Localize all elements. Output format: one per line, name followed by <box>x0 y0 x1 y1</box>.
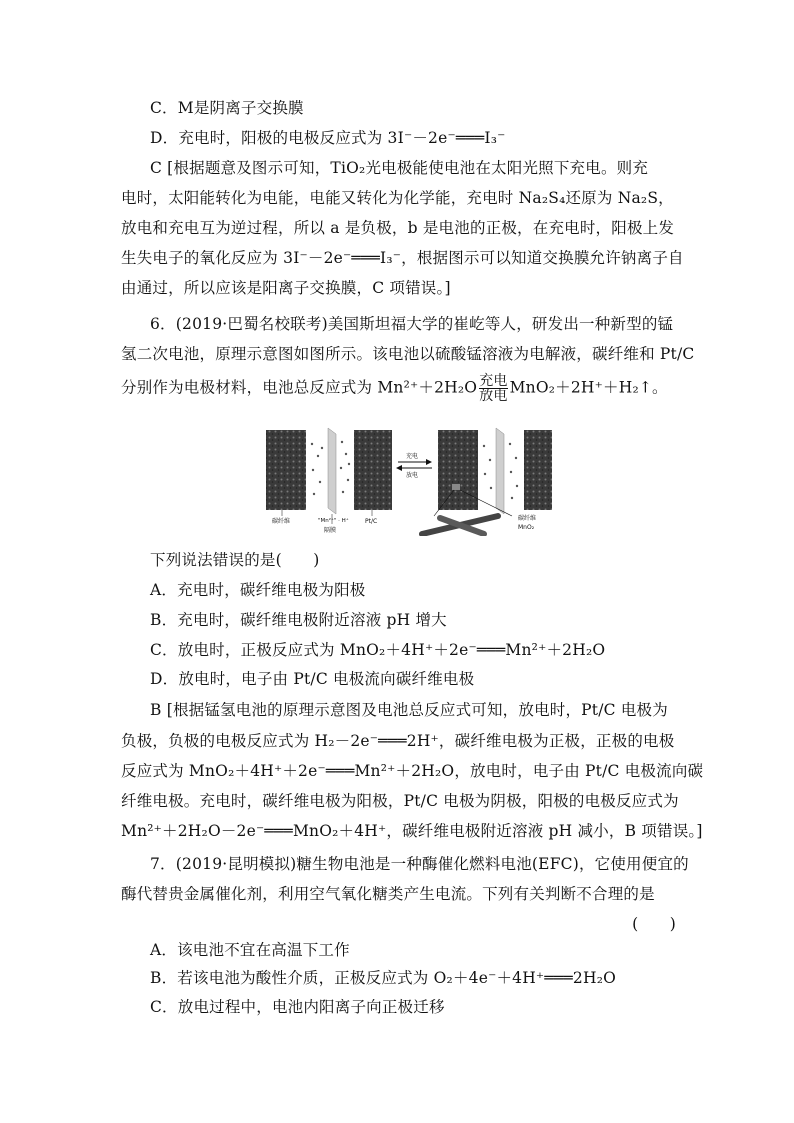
option-c: C．放电时，正极反应式为 MnO₂＋4H⁺＋2e⁻═══Mn²⁺＋2H₂O <box>150 641 606 659</box>
option-c: C．放电过程中，电池内阳离子向正极迁移 <box>150 998 445 1016</box>
option-c: C．M是阴离子交换膜 <box>150 99 304 117</box>
answer-paren: ( ) <box>632 915 676 933</box>
answer-line-5: 由通过，所以应该是阳离子交换膜，C 项错误。] <box>121 279 451 297</box>
ptc-electrode-right <box>524 430 552 510</box>
answer-6-line-4: 纤维电极。充电时，碳纤维电极为阳极，Pt/C 电极为阴极，阳极的电极反应式为 <box>121 792 679 810</box>
option-d: D．放电时，电子由 Pt/C 电极流向碳纤维电极 <box>150 670 475 688</box>
figure-charge-label: 充电 <box>406 453 419 460</box>
reaction-arrow <box>479 374 507 403</box>
question-6-line-1: 6．(2019·巴蜀名校联考)美国斯坦福大学的崔屹等人，研发出一种新型的锰 <box>150 315 674 333</box>
answer-line-3: 放电和充电互为逆过程，所以 a 是负极，b 是电池的正极，在充电时，阳极上发 <box>121 219 675 237</box>
arrow-label-discharge: 放电 <box>479 388 508 404</box>
answer-6-line-5: Mn²⁺＋2H₂O－2e⁻═══MnO₂＋4H⁺，碳纤维电极附近溶液 pH 减小，B 项错误。] <box>121 822 703 840</box>
figure-discharge-label: 放电 <box>406 472 419 479</box>
label-carbon-fiber-right: 碳纤维 <box>518 515 537 522</box>
membrane-right <box>496 428 504 514</box>
question-7-line-1: 7．(2019·昆明模拟)糖生物电池是一种酶催化燃料电池(EFC)，它使用便宜的 <box>150 855 689 873</box>
label-ions: "Mn²⁺" · H⁺ <box>318 518 349 524</box>
label-membrane: 隔膜 <box>324 527 337 534</box>
question-6-line-3 <box>121 374 668 403</box>
answer-6-line-3: 反应式为 MnO₂＋4H⁺＋2e⁻═══Mn²⁺＋2H₂O，放电时，电子由 Pt/C 电极流向碳 <box>121 762 704 780</box>
option-a: A．充电时，碳纤维电极为阳极 <box>150 581 366 599</box>
ptc-electrode <box>354 430 392 510</box>
arrow-label-charge: 充电 <box>479 373 508 389</box>
label-carbon-fiber-left: 碳纤维 <box>272 518 291 525</box>
question-7-line-2: 酶代替贵金属催化剂，利用空气氧化糖类产生电流。下列有关判断不合理的是 <box>121 885 655 903</box>
answer-6-line-2: 负极，负极的电极反应式为 H₂－2e⁻═══2H⁺，碳纤维电极为正极，正极的电极 <box>121 732 675 750</box>
question-6-prompt: 下列说法错误的是( ) <box>150 551 320 569</box>
label-ptc: Pt/C <box>365 518 378 525</box>
zoom-box <box>452 484 460 490</box>
answer-line-2: 电时，太阳能转化为电能，电能又转化为化学能，充电时 Na₂S₄还原为 Na₂S， <box>121 189 674 207</box>
answer-line-1: C [根据题意及图示可知，TiO₂光电极能使电池在太阳光照下充电。则充 <box>150 159 649 177</box>
question-6-line-2: 氢二次电池，原理示意图如图所示。该电池以硫酸锰溶液为电解液，碳纤维和 Pt/C <box>121 345 695 363</box>
carbon-fiber-electrode-left <box>266 430 306 510</box>
equation-left: 分别作为电极材料，电池总反应式为 Mn²⁺＋2H₂O <box>121 378 478 397</box>
option-b: B．充电时，碳纤维电极附近溶液 pH 增大 <box>150 611 447 629</box>
answer-6-line-1: B [根据锰氢电池的原理示意图及电池总反应式可知，放电时，Pt/C 电极为 <box>150 701 668 719</box>
membrane <box>328 428 336 514</box>
carbon-fiber-electrode-right <box>438 430 478 510</box>
equation-right: MnO₂＋2H⁺＋H₂↑。 <box>509 378 668 397</box>
answer-line-4: 生失电子的氧化反应为 3I⁻－2e⁻═══I₃⁻，根据图示可以知道交换膜允许钠离子自 <box>121 249 684 267</box>
battery-diagram <box>262 424 554 536</box>
option-d: D．充电时，阳极的电极反应式为 3I⁻－2e⁻═══I₃⁻ <box>150 129 506 147</box>
option-a: A．该电池不宜在高温下工作 <box>150 941 350 959</box>
mno2-coated-fibers <box>422 516 498 534</box>
label-mno2: MnO₂ <box>518 524 535 531</box>
option-b: B．若该电池为酸性介质，正极反应式为 O₂＋4e⁻＋4H⁺═══2H₂O <box>150 969 617 987</box>
